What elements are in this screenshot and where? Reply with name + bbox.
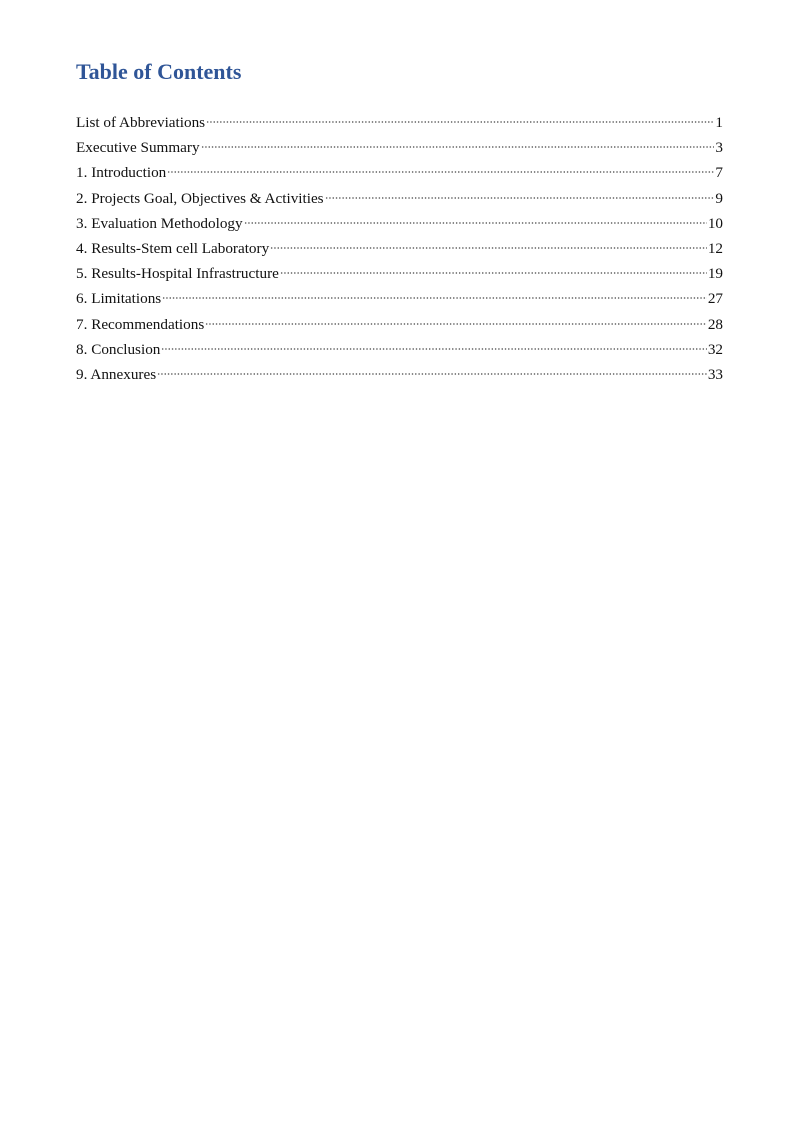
toc-entry-page-number: 33	[707, 365, 723, 383]
toc-entry-projects-goal[interactable]	[76, 186, 723, 211]
toc-entry-label: 9. Annexures	[76, 365, 157, 383]
dot-leader	[206, 121, 714, 123]
toc-entry-results-hospital-infrastructure[interactable]	[76, 261, 723, 286]
dot-leader	[201, 146, 715, 148]
toc-entry-page-number: 28	[707, 315, 723, 333]
toc-entry-results-stem-cell-laboratory[interactable]	[76, 236, 723, 261]
table-of-contents	[76, 110, 723, 387]
dot-leader	[161, 348, 706, 350]
toc-entry-list-of-abbreviations[interactable]	[76, 110, 723, 135]
toc-entry-label: 4. Results-Stem cell Laboratory	[76, 239, 270, 257]
toc-entry-label: 3. Evaluation Methodology	[76, 214, 243, 232]
toc-entry-label: Executive Summary	[76, 139, 200, 157]
dot-leader	[270, 247, 707, 249]
dot-leader	[205, 323, 707, 325]
dot-leader	[244, 222, 707, 224]
dot-leader	[162, 297, 707, 299]
toc-entry-label: 1. Introduction	[76, 164, 167, 182]
toc-entry-label: 8. Conclusion	[76, 340, 161, 358]
toc-entry-label: 2. Projects Goal, Objectives & Activities	[76, 189, 324, 207]
toc-entry-label: 6. Limitations	[76, 290, 162, 308]
toc-entry-annexures[interactable]	[76, 362, 723, 387]
toc-entry-page-number: 19	[707, 265, 723, 283]
toc-entry-label: 7. Recommendations	[76, 315, 205, 333]
toc-entry-page-number: 10	[707, 214, 723, 232]
toc-entry-page-number: 12	[707, 239, 723, 257]
toc-entry-page-number: 9	[715, 189, 723, 207]
toc-entry-page-number: 1	[715, 114, 723, 131]
dot-leader	[157, 373, 707, 375]
toc-entry-conclusion[interactable]	[76, 337, 723, 362]
toc-entry-label: List of Abbreviations	[76, 114, 206, 131]
toc-entry-introduction[interactable]	[76, 160, 723, 185]
dot-leader	[325, 197, 715, 199]
toc-entry-label: 5. Results-Hospital Infrastructure	[76, 265, 279, 283]
dot-leader	[167, 171, 714, 173]
toc-entry-page-number: 3	[715, 139, 723, 157]
toc-entry-recommendations[interactable]	[76, 312, 723, 337]
page-title: Table of Contents	[76, 59, 242, 84]
toc-entry-page-number: 7	[715, 164, 723, 182]
dot-leader	[280, 272, 707, 274]
toc-entry-executive-summary[interactable]	[76, 135, 723, 160]
toc-entry-limitations[interactable]	[76, 286, 723, 311]
toc-entry-evaluation-methodology[interactable]	[76, 211, 723, 236]
toc-entry-page-number: 32	[707, 340, 723, 358]
toc-entry-page-number: 27	[707, 290, 723, 308]
